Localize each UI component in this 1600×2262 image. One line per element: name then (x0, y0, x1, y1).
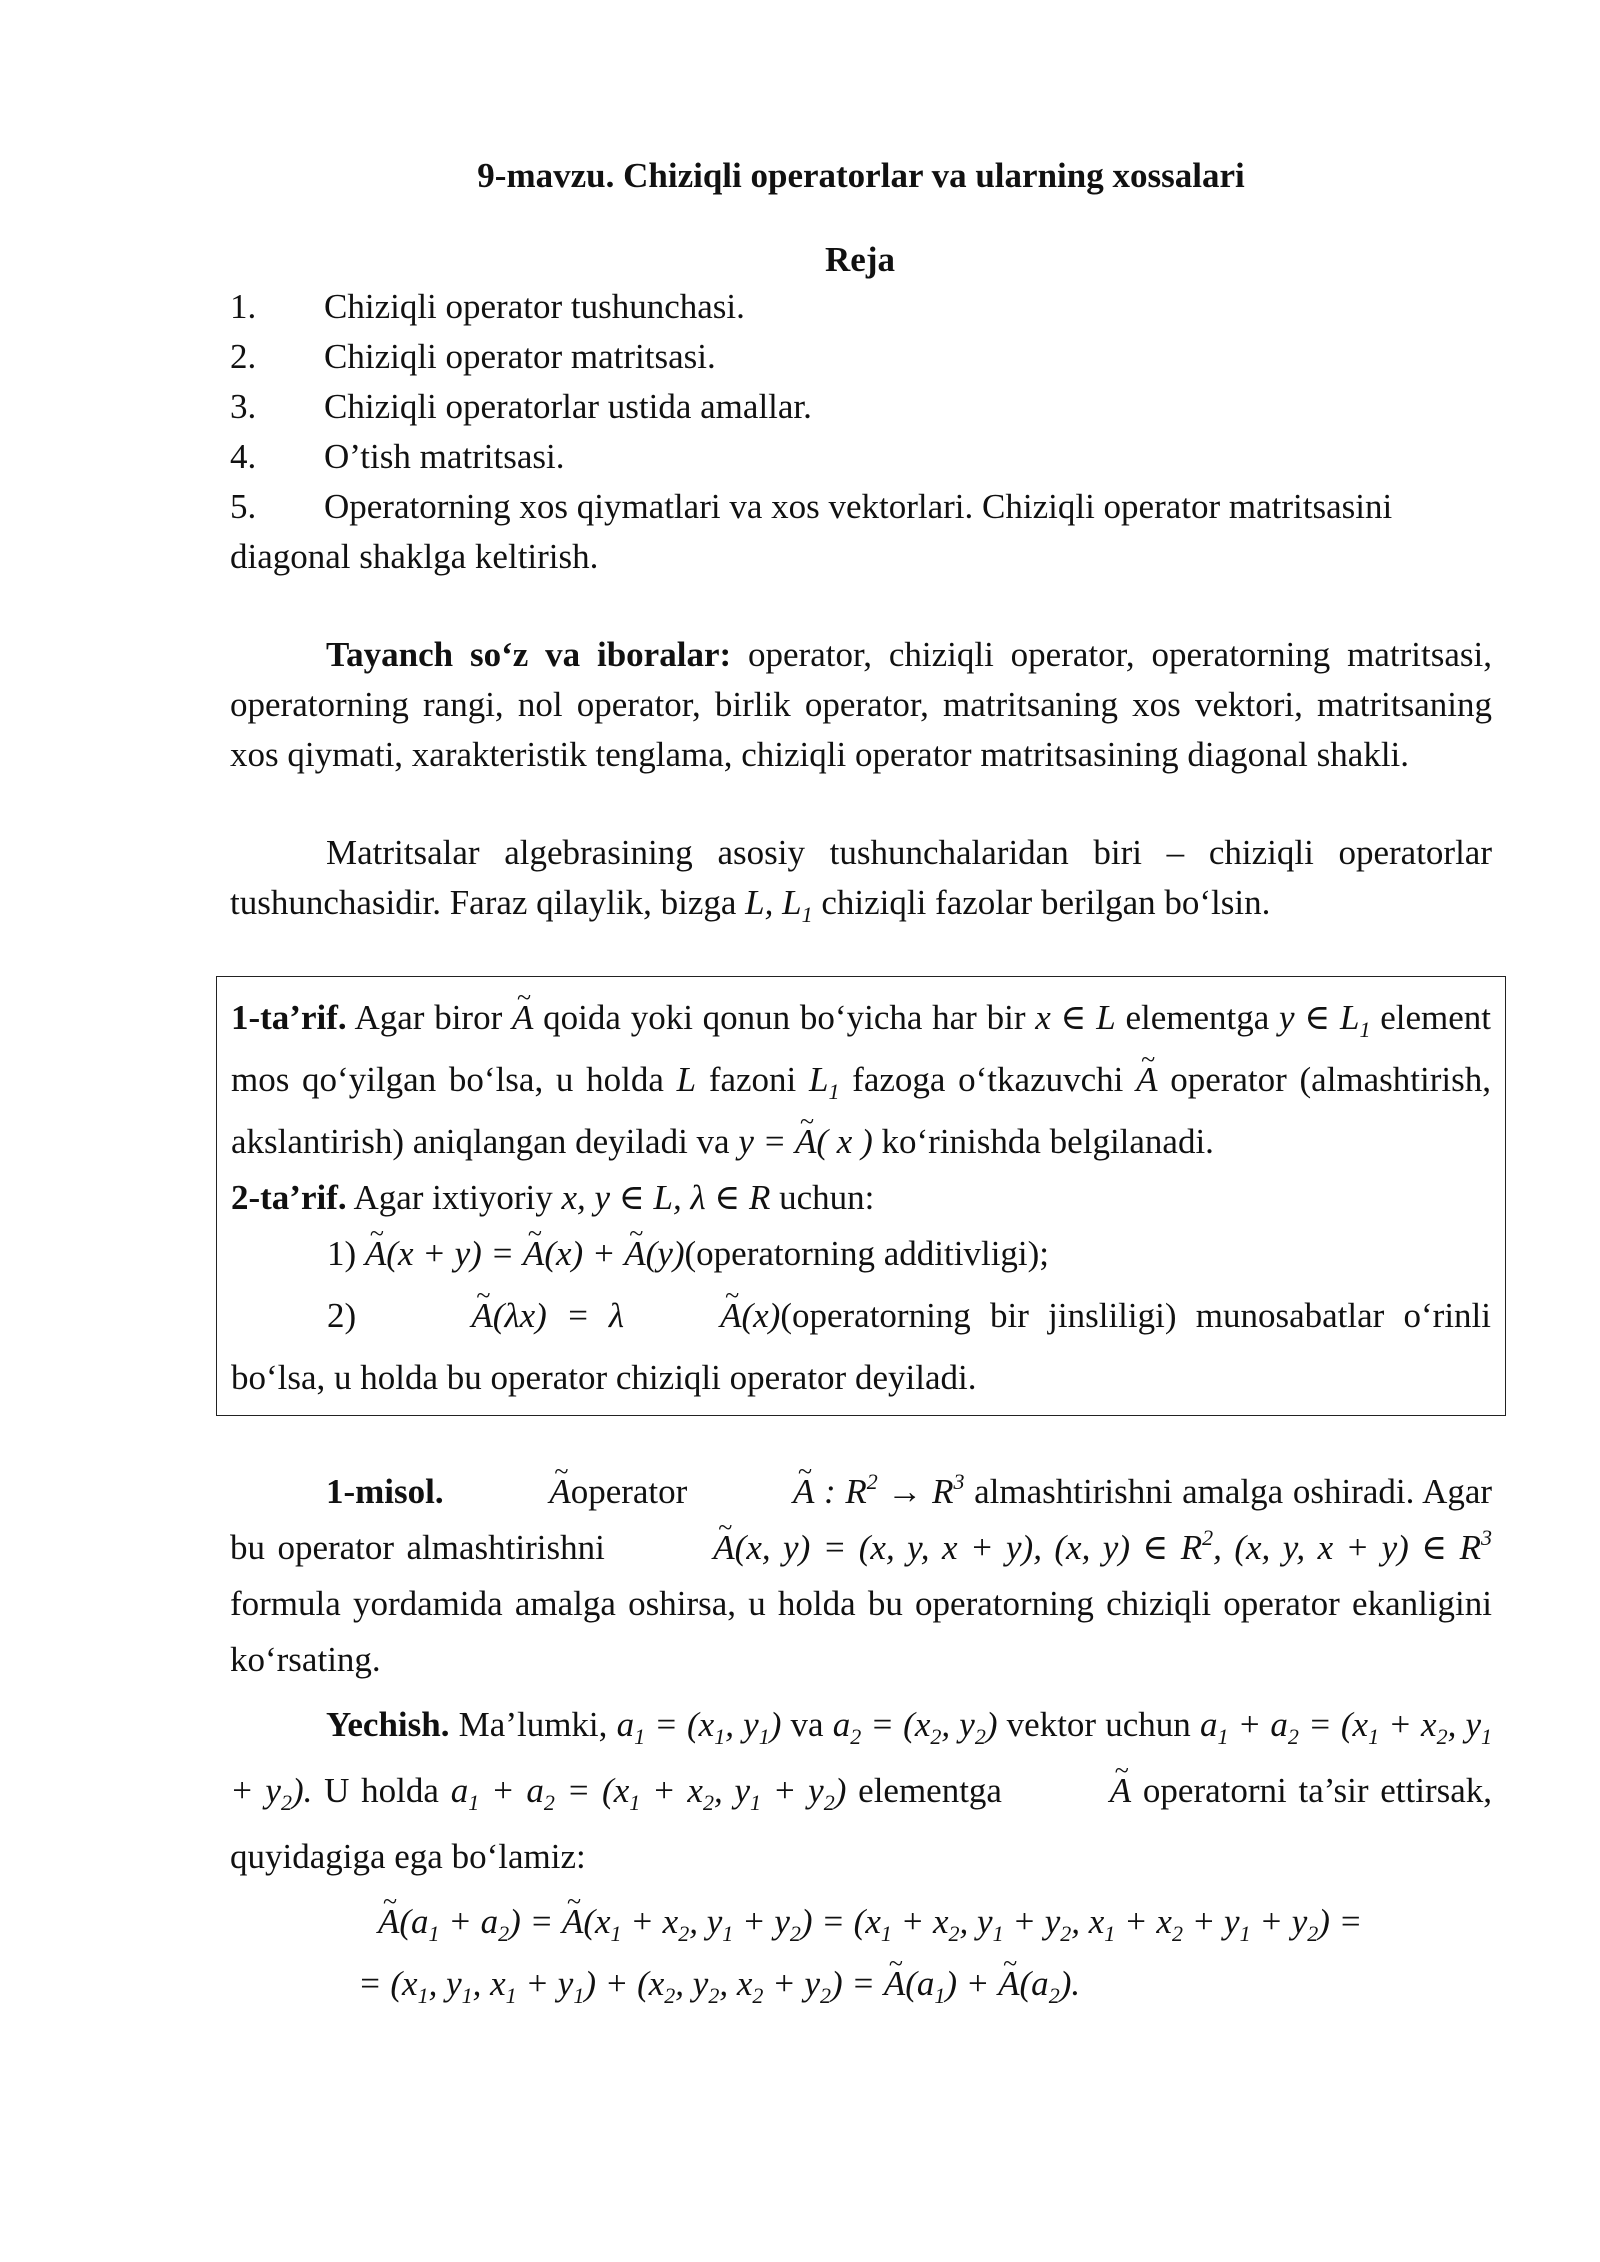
plan-item-text: O’tish matritsasi. (324, 437, 565, 476)
definition-label: 1-ta’rif. (231, 998, 347, 1037)
plan-item (230, 432, 1492, 482)
text: (operatorning bir jinsliligi) munosabatlar o‘rinli bo‘lsa, u holda bu operator chiziqli operator deyiladi. (231, 1296, 1492, 1397)
text: Ma’lumki, (458, 1705, 608, 1744)
plan-item-text: Operatorning xos qiymatlari va xos vektorlari. Chiziqli operator matritsasini diagonal shaklga keltirish. (230, 487, 1393, 576)
text: va (790, 1705, 824, 1744)
math-expression: ~ A : $R^2 \to R^3$ (697, 1472, 964, 1511)
math-expression: = ($x_1$, $y_1$, $x_1 + y_1) + (x_2$, $y_2$, $x_2 + y_2$) = ~ $A(a_1)$ + ~ $A(a_2)$. (358, 1964, 1080, 2003)
plan-item-number: 1. (230, 287, 257, 326)
plan-item-text: Chiziqli operatorlar ustida amallar. (324, 387, 812, 426)
math-expression: L (676, 1060, 697, 1099)
text: qoida yoki qonun bo‘yicha har bir (543, 998, 1026, 1037)
text: Agar biror (354, 998, 503, 1037)
math-expression: ~ A (1136, 1049, 1157, 1111)
math-expression: $a_2 = (x_2$, $y_2$) (832, 1705, 998, 1749)
plan-item (230, 382, 1492, 432)
formula-line-1 (230, 1890, 1492, 1954)
math-expression: x ∈ L (1035, 998, 1116, 1037)
definitions-box (216, 976, 1506, 1416)
example-paragraph (230, 1464, 1492, 1688)
text: almashtirishni amalga oshiradi. Agar bu operator almashtirishni (230, 1472, 1493, 1567)
text: element mos qo‘yilgan bo‘lsa, u holda (231, 998, 1492, 1099)
intro-text-end: chiziqli fazolar berilgan bo‘lsin. (821, 883, 1271, 922)
text: ko‘rinishda belgilanadi. (881, 1122, 1214, 1161)
page-title: 9-mavzu. Chiziqli operatorlar va ularning xossalari (477, 156, 1245, 195)
keywords-text: operator, chiziqli operator, operatorning matritsasi, operatorning rangi, nol operator, birlik operator, matritsaning xos vektori, matritsaning xos qiymati, xarakteristik tenglama, chiziqli operator matritsasining diagonal shakli. (230, 635, 1493, 774)
text: operatorni ta’sir ettirsak, quyidagiga ega bo‘lamiz: (230, 1771, 1493, 1876)
text: operator (570, 1472, 688, 1511)
plan-heading: Reja (825, 240, 895, 279)
text: operator (almashtirish, akslantirish) aniqlangan deyiladi va (231, 1060, 1492, 1161)
math-expression: y ∈ $L_1$ (1279, 998, 1371, 1042)
text: uchun: (779, 1178, 875, 1217)
plan-item-number: 3. (230, 387, 257, 426)
math-expression: $a_1 = (x_1$, $y_1$) (616, 1705, 782, 1749)
text: elementga (1125, 998, 1270, 1037)
plan-item (230, 282, 1492, 332)
definition-2 (231, 1173, 1491, 1223)
text: vektor uchun (1006, 1705, 1191, 1744)
text: U holda (324, 1771, 439, 1810)
definition-label: 2-ta’rif. (231, 1178, 347, 1217)
plan-item-text: Chiziqli operator tushunchasi. (324, 287, 745, 326)
text: (operatorning additivligi); (684, 1234, 1050, 1273)
solution-paragraph (230, 1692, 1492, 1890)
document-page (230, 130, 1492, 2014)
plan-item (230, 332, 1492, 382)
math-expression: ~ A(λx) = λ~ A(x) (375, 1296, 780, 1335)
plan-item-number: 2. (230, 337, 257, 376)
example-label: 1-misol. (326, 1472, 444, 1511)
keywords-label: Tayanch so‘z va iboralar: (326, 635, 732, 674)
plan-item-number: 5. (230, 487, 257, 526)
text: fazoni (708, 1060, 797, 1099)
solution-label: Yechish. (326, 1705, 450, 1744)
math-expression: $L_1$ (808, 1060, 840, 1104)
math-expression: L, $L_1$ (745, 883, 813, 927)
math-expression: ~ A(x, y) = (x, y, x + y), (x, y) ∈ $R^2$, (x, y, x + y) ∈ $R^3$ (617, 1528, 1492, 1567)
keywords-paragraph (230, 630, 1492, 780)
text: formula yordamida amalga oshirsa, u holda bu operatorning chiziqli operator ekanligini ko‘rsating. (230, 1584, 1492, 1679)
math-expression: ~ A (453, 1464, 570, 1520)
text: fazoga o‘tkazuvchi (852, 1060, 1124, 1099)
math-expression: ~ $A(a_1 + a_2)$ = ~ $A(x_1 + x_2$, $y_1 + y_2) = (x_1 + x_2$, $y_1 + y_2$, $x_1 + x_2 + y_1 + y_2$) = (378, 1902, 1362, 1941)
text: elementga (858, 1771, 1002, 1810)
math-expression: $a_1 + a_2 = (x_1 + x_2$, $y_1 + y_2$) (450, 1771, 847, 1815)
math-expression: ~ A (1014, 1758, 1131, 1824)
formula-line-2 (230, 1954, 1492, 2014)
definition-2-item-2 (231, 1285, 1491, 1409)
plan-item-text: Chiziqli operator matritsasi. (324, 337, 716, 376)
math-expression: x, y ∈ L, λ ∈ R (561, 1178, 771, 1217)
item-number: 1) (327, 1234, 357, 1273)
plan-list (230, 282, 1492, 582)
math-expression: $a_1 + a_2 = (x_1 + x_2$, $y_1 + y_2$). (230, 1705, 1493, 1815)
intro-text: Matritsalar algebrasining asosiy tushunchalaridan biri – chiziqli operatorlar tushunchasidir. Faraz qilaylik, bizga (230, 833, 1492, 922)
plan-item (230, 482, 1492, 582)
intro-paragraph (230, 828, 1492, 928)
math-expression: ~ A(x + y) = ~ A(x) + ~ A(y) (365, 1234, 685, 1273)
definition-1 (231, 987, 1491, 1173)
math-expression: y = ~ A( x ) (738, 1122, 872, 1161)
item-number: 2) (327, 1296, 357, 1335)
text: Agar ixtiyoriy (353, 1178, 553, 1217)
plan-item-number: 4. (230, 437, 257, 476)
math-expression: ~ A (512, 987, 533, 1049)
